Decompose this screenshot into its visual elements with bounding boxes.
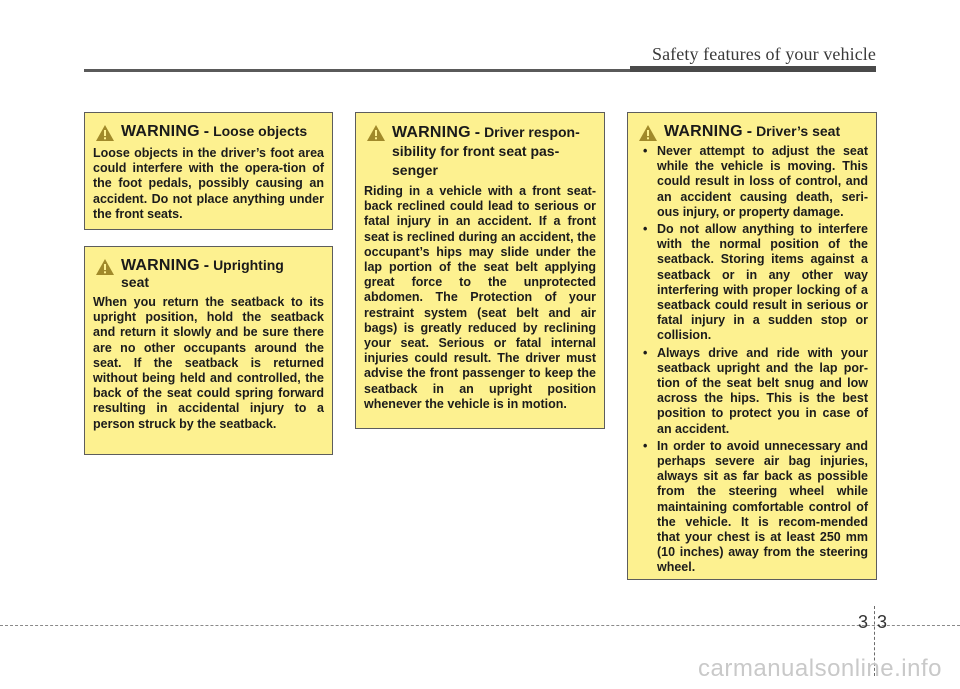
warning-heading: WARNING - Driver’s seat (636, 123, 868, 142)
warning-triangle-icon (95, 124, 115, 142)
warning-label: WARNING (392, 124, 471, 141)
warning-label: WARNING (121, 123, 200, 140)
warning-triangle-icon (366, 124, 386, 142)
bullet-glyph: • (643, 144, 648, 158)
warning-label: WARNING (121, 257, 200, 274)
warning-box-uprighting-seat (84, 246, 333, 455)
warning-bullet-item: • In order to avoid unnecessary and perhaps severe air bag injuries, always sit as far back as possible from the steering wheel while maintaining comfortable control of the vehicle. It is recom-mended that your chest is at least 250 mm (10 inches) away from the steering wheel. (643, 438, 868, 575)
footer-rule (0, 625, 960, 626)
warning-text: Loose objects in the driver’s foot area could interfere with the opera-tion of the foot pedals, possibly causing an accident. Do not place anything under the front seats. (93, 146, 324, 221)
warning-heading: WARNING - Uprighting seat (93, 257, 324, 291)
warning-heading: WARNING - Loose objects (93, 123, 324, 142)
page-number-value: 3 (877, 612, 888, 632)
warning-bullet-list (636, 144, 868, 576)
warning-bullet-item: • Never attempt to adjust the seat while the vehicle is moving. This could result in loss of control, and an accident causing death, seri-ous injury, or property damage. (643, 144, 868, 219)
bullet-glyph: • (643, 438, 648, 453)
chapter-number: 3 (858, 612, 869, 632)
warning-box-loose-objects (84, 112, 333, 230)
warning-bullet-item: • Always drive and ride with your seatback upright and the lap por-tion of the seat belt snug and low across the hips. This is the best position to protect you in case of an accident. (643, 345, 868, 436)
warning-bullet-item: • Do not allow anything to interfere with the normal position of the seatback. Storing items against a seatback or in any other way interfering with proper locking of a seatback could result in serious or fatal injury in a sudden stop or collision. (643, 222, 868, 343)
warning-box-drivers-seat (627, 112, 877, 580)
watermark: carmanualsonline.info (698, 655, 942, 682)
header-rule-accent (630, 66, 876, 72)
warning-triangle-icon (638, 124, 658, 142)
bullet-glyph: • (643, 222, 648, 237)
warning-label: WARNING (664, 123, 743, 140)
page-number (858, 612, 887, 633)
bullet-glyph: • (643, 345, 648, 360)
warning-heading: WARNING - Driver respon-sibility for front seat pas-senger (364, 123, 596, 180)
warning-box-driver-responsibility (355, 112, 605, 429)
warning-subtitle: Uprighting seat (121, 257, 284, 290)
warning-text: When you return the seatback to its upright position, hold the seatback and return it slowly and be sure there are no other occupants around the seat. If the seatback is returned without being held and controlled, the back of the seat could spring forward resulting in accidental injury to a person struck by the seatback. (93, 295, 324, 431)
warning-subtitle: Driver respon-sibility for front seat pas-senger (392, 124, 580, 178)
page-header-title: Safety features of your vehicle (651, 44, 876, 64)
warning-subtitle: Loose objects (213, 123, 308, 139)
warning-triangle-icon (95, 258, 115, 276)
warning-subtitle: Driver’s seat (756, 123, 841, 139)
warning-text: Riding in a vehicle with a front seat-back reclined could lead to serious or fatal injury in an accident. If a front seat is reclined during an accident, the occupant’s hips may slide under the lap portion of the seat belt applying great force to the unprotected abdomen. The Protection of your restraint system (seat belt and air bags) is greatly reduced by reclining your seat. Serious or fatal internal injuries could result. The driver must advise the front passenger to keep the seatback in an upright position whenever the vehicle is in motion. (364, 184, 596, 411)
